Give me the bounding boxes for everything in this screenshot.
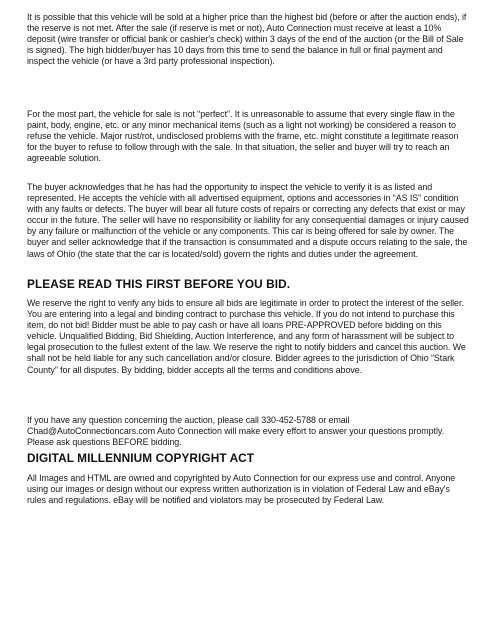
copyright-paragraph: All Images and HTML are owned and copyrighted by Auto Connection for our express use and control. Anyone using our images or design without our express written authorization is in violation of Federal Law and eBay's rules and regulations. eBay will be notified and violators may be prosecuted by Federal Law. (27, 473, 456, 506)
bid-verification-paragraph: We reserve the right to verify any bids to ensure all bids are legitimate in order to protect the interest of the seller. You are entering into a legal and binding contract to purchase this vehicle. If you do not intend to purchase this item, do not bid! Bidder must be able to pay cash or have all loans PRE-APPROVED before bidding on this vehicle. Unqualified Bidding, Bid Shielding, Auction Interference, and any form of harassment will be subject to legal prosecution to the fullest extent of the law. We reserve the right to notify bidders and cancel this auction. We shall not be held liable for any such cancellation and/or closure. Bidder agrees to the jurisdiction of Ohio “Stark County” for all disputes. By bidding, bidder accepts all the terms and conditions above. (27, 298, 466, 375)
dmca-heading: DIGITAL MILLENNIUM COPYRIGHT ACT (27, 451, 255, 465)
vehicle-condition-paragraph: For the most part, the vehicle for sale is not “perfect”. It is unreasonable to assume that every single flaw in the paint, body, engine, etc. or any minor mechanical items (such as a light not working) be considered a reason to refuse the vehicle. Major rust/rot, undisclosed problems with the frame, etc. might constitute a legitimate reason for the buyer to refuse to follow through with the sale. In that situation, the seller and buyer will try to reach an agreeable solution. (27, 109, 459, 164)
as-is-acknowledgement-paragraph: The buyer acknowledges that he has had the opportunity to inspect the vehicle to verify it is as listed and represented. He accepts the vehicle with all advertised equipment, options and accessories in “AS IS” condition with any faults or defects. The buyer will bear all future costs of repairs or correcting any defects that exist or may occur in the future. The seller will have no responsibility or liability for any consequential damages or injury caused by any failure or malfunction of the vehicle or any components. This car is being offered for sale by owner. The buyer and seller acknowledge that if the transaction is consummated and a dispute occurs relating to the sale, the laws of Ohio (the state that the car is located/sold) govern the rights and duties under the agreement. (27, 182, 469, 259)
read-before-bid-heading: PLEASE READ THIS FIRST BEFORE YOU BID. (27, 277, 291, 291)
contact-paragraph: If you have any question concerning the auction, please call 330-452-5788 or email Chad@AutoConnectioncars.com Auto Connection will make every effort to answer your questions promptly. Please ask questions BEFORE bidding. (27, 415, 445, 448)
deposit-terms-paragraph: It is possible that this vehicle will be sold at a higher price than the highest bid (before or after the auction ends), if the reserve is not met. After the sale (if reserve is met or not), Auto Connection must receive at least a 10% deposit (wire transfer or official bank or cashier's check) within 3 days of the end of the auction (or the Bill of Sale is signed). The high bidder/buyer has 10 days from this time to send the balance in full or final payment and inspect the vehicle (or have a 3rd party professional inspection). (27, 12, 467, 67)
